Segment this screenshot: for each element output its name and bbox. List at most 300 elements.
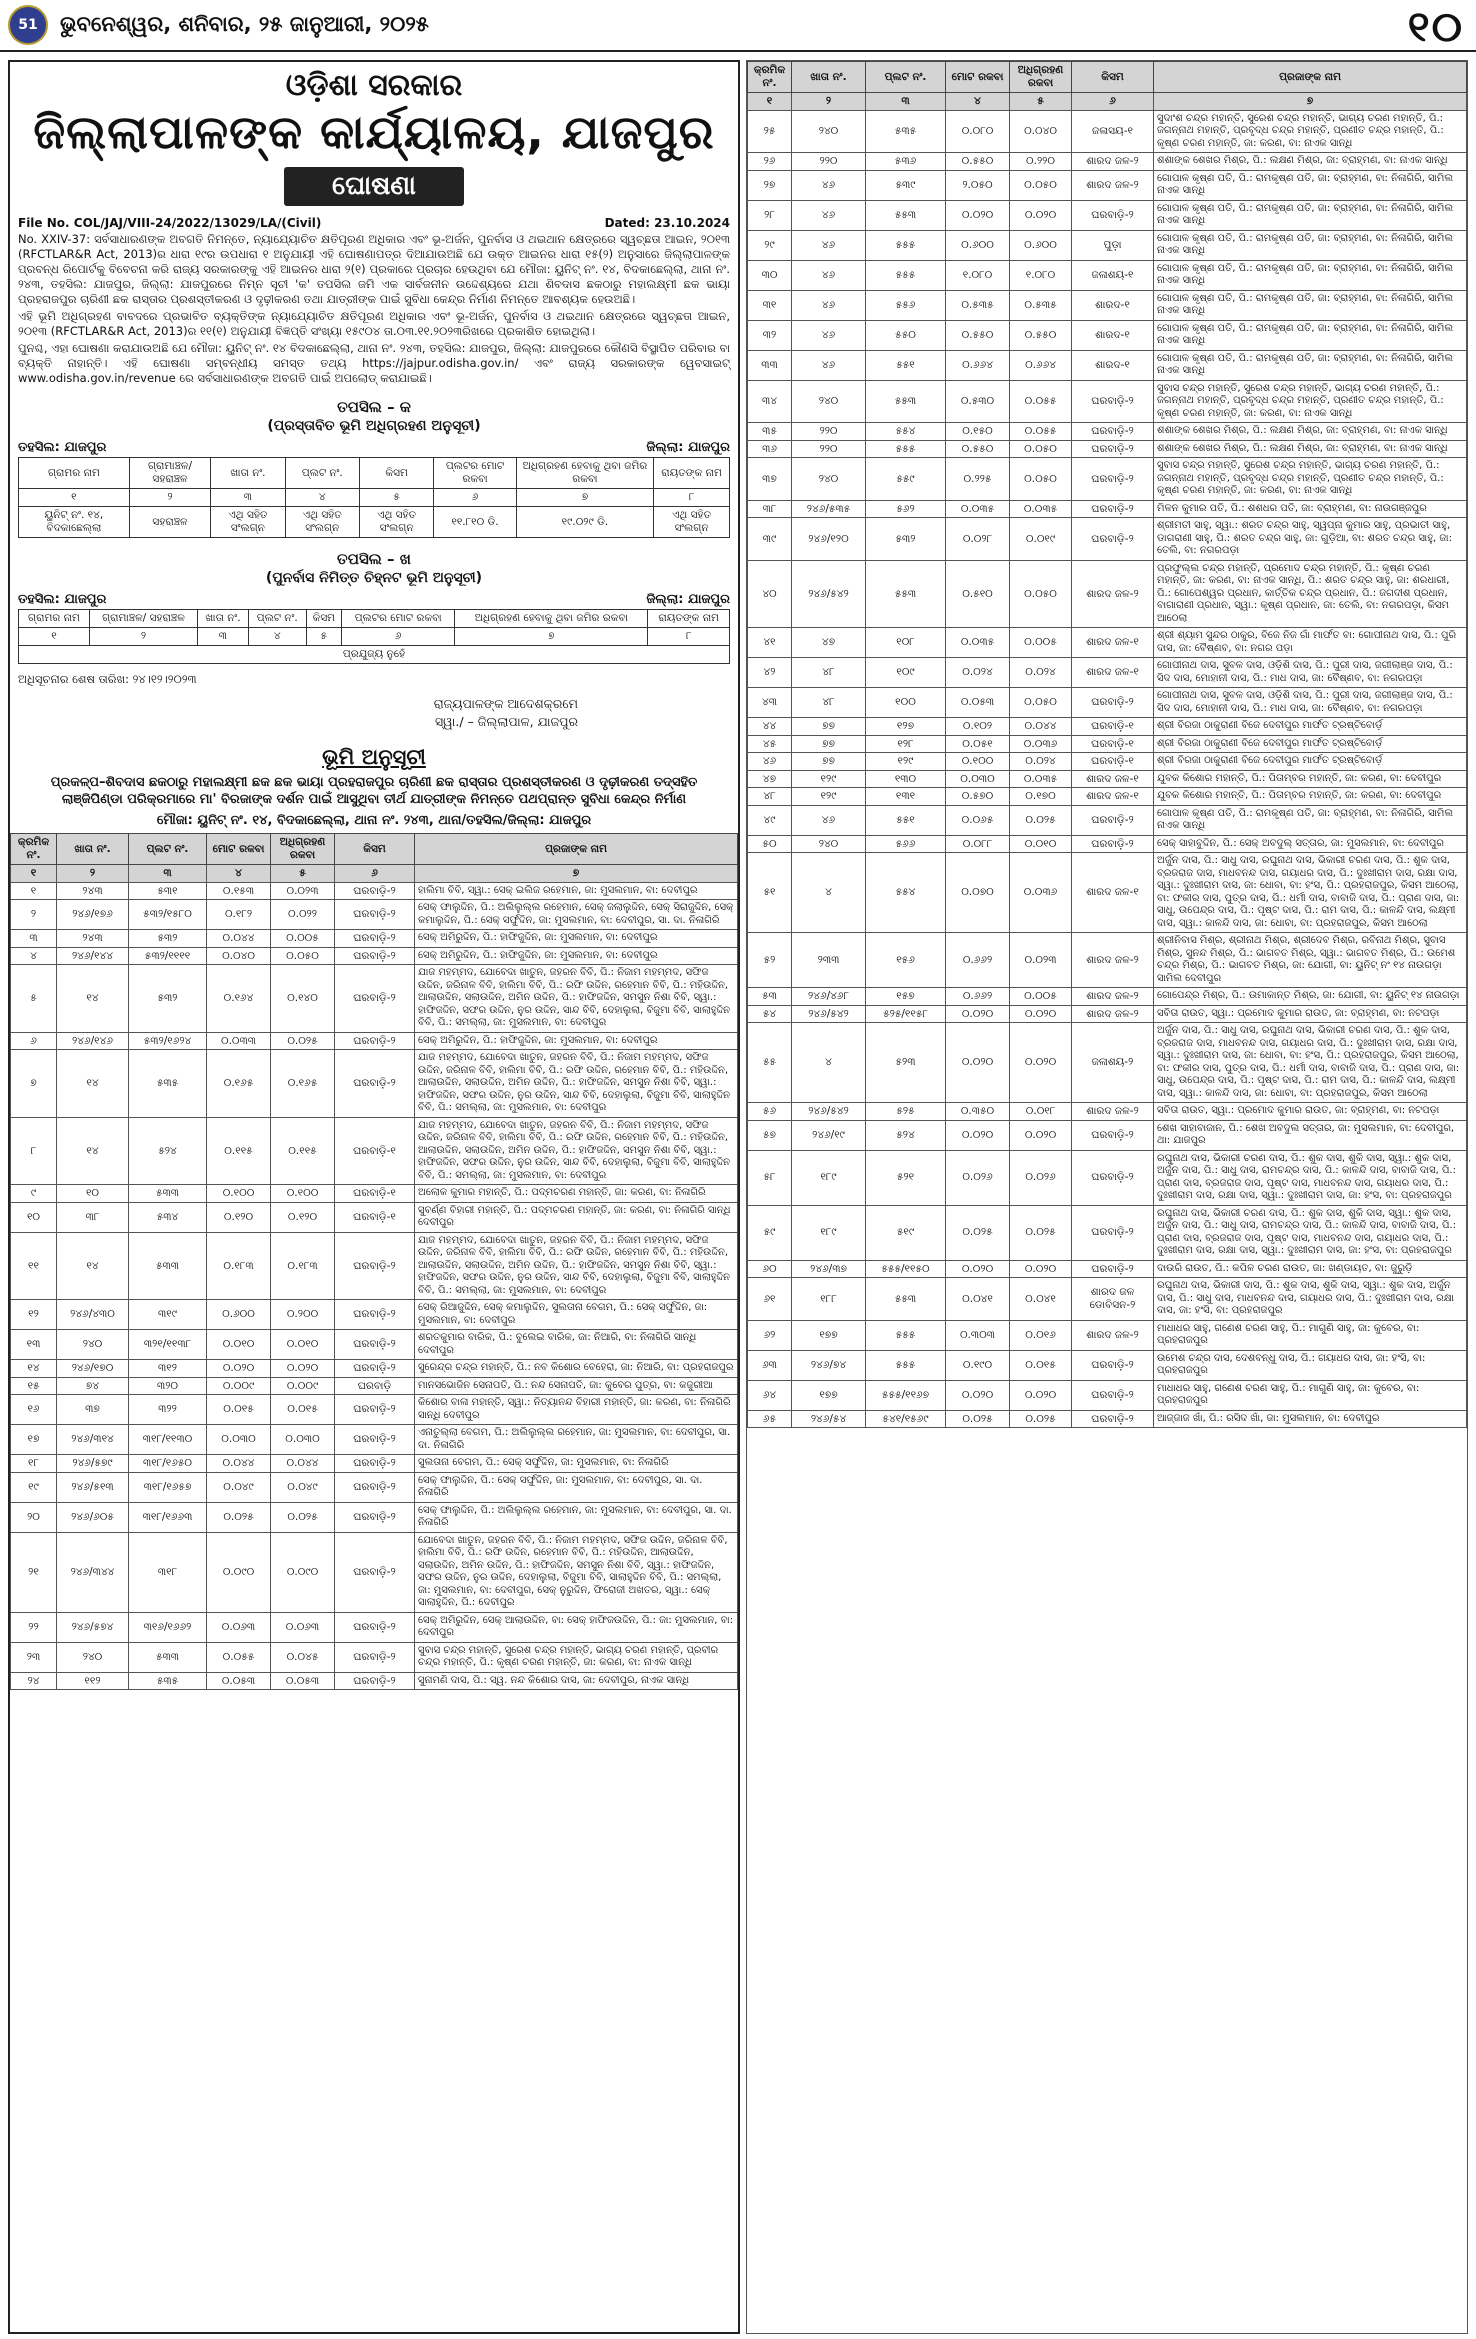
table-row [748,423,1467,441]
table-cell: ଘରବାଡ଼ି-୨ [335,1502,415,1532]
owner-name-cell: ସୁବାସ ଚନ୍ଦ୍ର ମହାନ୍ତି, ସୁରେଶ ଚନ୍ଦ୍ର ମହାନ୍ତି, ଭାଗ୍ୟ ଚରଣ ମହାନ୍ତି, ପ୍ରବୀର ଚନ୍ଦ୍ର ମହାନ୍ତି, ପି.: କୃଷ୍ଣ ଚରଣ ମହାନ୍ତି, ଜା: କରଣ, ବା: ନାଏକ ସାନ୍ଧି [415,1642,738,1672]
table-cell: ୨୪୩ [57,930,129,948]
table-cell: ୦.୬୦୦ [1010,230,1072,260]
table-row [748,718,1467,736]
owner-name-cell: ଯୁବକ କିଶୋର ମହାନ୍ତି, ପି.: ପିତାମ୍ବର ମହାନ୍ତି, ଜା: କରଣ, ବା: ଦେବୀପୁର [1154,788,1467,806]
table-cell: ୨୪୬/୫୪୨ [792,1103,866,1121]
owner-name-cell: ମାନସଭୋଜିନ ସେନାପତି, ପି.: ନନ୍ଦ ସେନାପତି, ଜା: କୁବେର ପୁତ୍ର, ବା: କଜୁରୀଆ [415,1377,738,1395]
table-row [748,110,1467,153]
column-number: ୧ [11,865,57,883]
table-cell: ୩୧ [748,290,792,320]
table-cell: ୦.୬୬୨ [946,988,1010,1006]
table-cell: ୧୮୯ [792,1150,866,1205]
table-cell: ୦.୦୨୦ [946,1023,1010,1103]
table-cell: ପୁଡ଼ା [1072,230,1154,260]
table-cell: ଶାରଦ ଜଳ-୨ [1072,988,1154,1006]
table-cell: ୦.୦୧୫ [1010,1350,1072,1380]
column-header: କିସମ [335,834,415,865]
table-cell: ୦.୦୩୬ [1010,853,1072,933]
file-meta [18,216,730,230]
table-cell: ଘରବାଡ଼ି-୨ [335,1360,415,1378]
column-number: ୮ [654,489,730,507]
owner-name-cell: ସୁଦାଂଶ ଚନ୍ଦ୍ର ମହାନ୍ତି, ସୁରେଶ ଚନ୍ଦ୍ର ମହାନ୍ତି, ଭାଗ୍ୟ ଚରଣ ମହାନ୍ତି, ପି.: ଜଗନ୍ନାଥ ମହାନ୍ତି, ପ୍ରବୃଦ୍ଧ ଚନ୍ଦ୍ର ମହାନ୍ତି, ପ୍ରଣୀତ ଚନ୍ଦ୍ର ମହାନ୍ତି, ପି.: କୃଷ୍ଣ ଚରଣ ମହାନ୍ତି, ଜା: କରଣ, ବା: ନାଏକ ସାନ୍ଧି [1154,110,1467,153]
owner-name-cell: ଶରତକୁମାର ବାରିକ, ପି.: ବୁଲେଇ ବାରିକ, ଜା: ନିଆରି, ବା: ନିଳାଗିରି ସାନ୍ଧି ଦେବୀପୁର [415,1330,738,1360]
column-header: ପ୍ଲଟ ନଂ. [129,834,207,865]
owner-name-cell: ଗୋପାଳ କୃଷ୍ଣ ପତି, ପି.: ରାମକୃଷ୍ଣ ପତି, ଜା: ବ୍ରାହ୍ମଣ, ବା: ନିଳାଗିରି, ସାମିଲ ନାଏକ ସାନ୍ଧି [1154,260,1467,290]
schedule-ka-subtitle: (ପ୍ରସ୍ତାବିତ ଭୂମି ଅଧିଗ୍ରହଣ ଅନୁସୂଚୀ) [267,418,481,434]
table-cell: ଘରବାଡ଼ି-୨ [335,1232,415,1300]
table-cell: ଘରବାଡ଼ି-୨ [1072,1410,1154,1428]
jilla-label: ଜିଲ୍ଲା: ଯାଜପୁର [646,440,730,455]
table-cell: ୫୫୩ [866,200,946,230]
table-cell: ୦.୦୪୫ [271,1642,335,1672]
dateline: ଭୁବନେଶ୍ୱର, ଶନିବାର, ୨୫ ଜାନୁଆରୀ, ୨୦୨୫ [60,12,429,36]
owner-name-cell: ଯାଜ ମହମ୍ମଦ, ଯୋବେଦା ଖାତୁନ, ଜହରନ ବିବି, ପି.: ନିଜାମ ମହମ୍ମଦ, ସଫିଜ ଉଦ୍ଦିନ, ଜରିନାଳ ବିବି, ହାଲିମା ବିବି, ପି.: ରଫି ଉଦ୍ଦିନ, ରହେମାନ ବିବି, ପି.: ମହିଉଦ୍ଦିନ, ଆଲାଉଦ୍ଦିନ, ସଲାଉଦ୍ଦିନ, ଅମିନ ଉଦ୍ଦିନ, ପି.: ହାଫିଜଦ୍ଦିନ, ସମସୁନ ନିଶା ବିବି, ସ୍ୱା.: ହାଫିଜଦ୍ଦିନ, ସଫର ଉଦ୍ଦିନ, ନୁର ଉଦ୍ଦିନ, ସାନ୍ଦ ବିବି, ଦେହାଲୁଲା, ବିଜୁମା ବିବି, ସାଲାହୁଦ୍ଦିନ ବିବି, ପି.: ସମଲ୍ଲା, ଜା: ମୁସଲମାନ, ବା: ଦେବୀପୁର [415,1232,738,1300]
column-header: ଅଧିଗ୍ରହଣ ହେବାକୁ ଥିବା ଜମିର ରକବା [455,610,648,628]
table-row [748,770,1467,788]
table-cell: ୧୩୦ [866,770,946,788]
table-cell: ୫୬୨ [866,500,946,518]
owner-name-cell: ସେକ୍ ଫାଲୁଦ୍ଦିନ, ପି.: ଅଲିଲୁଲ୍ଲ ରହେମାନ, ଜା: ମୁସଲମାନ, ବା: ଦେବୀପୁର, ସା. ଦା. ନିଳାଗିରି [415,1502,738,1532]
table-cell: ୪ [11,947,57,965]
table-cell: ୧୯.୦୨୯ ଡି. [516,507,653,538]
table-row [748,320,1467,350]
table-cell: ଏଥି ସହିତ ସଂଲଗ୍ନ [285,507,359,538]
table-cell: ୦.୧୮୩ [271,1232,335,1300]
table-cell: ୧୨୯ [866,753,946,771]
left-column [8,60,740,2334]
table-cell: ୦.୫୩୫ [946,290,1010,320]
table-cell: ୫୫୫ [866,440,946,458]
owner-name-cell: ଯୁବକ କିଶୋର ମହାନ୍ତି, ପି.: ପିତାମ୍ବର ମହାନ୍ତି, ଜା: କରଣ, ବା: ଦେବୀପୁର [1154,770,1467,788]
table-cell: ୨୪୬/୧୪୪ [57,947,129,965]
table-cell: ୦.୦୨୪ [1010,658,1072,688]
owner-name-cell: ଯୋବେଦା ଖାତୁନ, ଜହରନ ବିବି, ପି.: ନିଜାମ ମହମ୍ମଦ, ସଫିଜ ଉଦ୍ଦିନ, ଜରିନାଳ ବିବି, ହାଲିମା ବିବି, ପି.: ରଫି ଉଦ୍ଦିନ, ରହେମାନ ବିବି, ପି.: ମହିଉଦ୍ଦିନ, ଆଲାଉଦ୍ଦିନ, ସଲାଉଦ୍ଦିନ, ଅମିନ ଉଦ୍ଦିନ, ପି.: ହାଫିଜଦ୍ଦିନ, ସମସୁନ ନିଶା ବିବି, ସ୍ୱା.: ହାଫିଜଦ୍ଦିନ, ସଫର ଉଦ୍ଦିନ, ନୁର ଉଦ୍ଦିନ, ଦେହାଲୁଲା, ବିଜୁମା ବିବି, ସାଲାହୁଦ୍ଦିନ ବିବି, ପି.: ସମଲ୍ଲା, ଜା: ମୁସଲମାନ, ବା: ଦେବୀପୁର, ସେକ୍ ନୁରୁଦ୍ଦିନ, ଫିରୋଜୀ ଅଖତର, ସ୍ୱା.: ସେକ୍ ସାଲାହୁଦ୍ଦିନ, ପି.: ଦେବୀପୁର [415,1532,738,1612]
table-cell: ୪ [792,853,866,933]
table-cell: ୦.୦୫୫ [1010,423,1072,441]
table-cell: ୧.୦୮୦ [946,260,1010,290]
table-cell: ୪୭ [748,770,792,788]
table-cell: ୪୬ [792,350,866,380]
table-cell: ୦.୦୪୪ [207,930,271,948]
table-cell: ୫୫୫/୧୧୬୭ [866,1380,946,1410]
table-cell: ୨୪୬/୧୭୬ [57,900,129,930]
table-cell: ୦.୦୦୫ [1010,988,1072,1006]
owner-name-cell: ସୁବାସ ଚନ୍ଦ୍ର ମହାନ୍ତି, ସୁରେଶ ଚନ୍ଦ୍ର ମହାନ୍ତି, ଭାଗ୍ୟ ଚରଣ ମହାନ୍ତି, ପି.: ଜଗନ୍ନାଥ ମହାନ୍ତି, ପ୍ରବୃଦ୍ଧ ଚନ୍ଦ୍ର ମହାନ୍ତି, ପ୍ରଣୀତ ଚନ୍ଦ୍ର ମହାନ୍ତି, ପି.: କୃଷ୍ଣ ଚରଣ ମହାନ୍ତି, ଜା: କରଣ, ବା: ନାଏକ ସାନ୍ଧି [1154,458,1467,501]
owner-name-cell: ଶ୍ରୀ ବିରଜା ଠାକୁରାଣୀ ବିଜେ ଦେବୀପୁର ମାର୍ଫତ ଟ୍ରଷ୍ଟିବୋର୍ଡ଼ [1154,753,1467,771]
table-cell: ୦.୬୦୦ [207,1300,271,1330]
table-cell: ଘରବାଡ଼ି-୨ [1072,1260,1154,1278]
table-cell: ଘରବାଡ଼ି-୨ [335,1612,415,1642]
owner-name-cell: ଗୋପାଳ କୃଷ୍ଣ ପତି, ପି.: ରାମକୃଷ୍ଣ ପତି, ଜା: ବ୍ରାହ୍ମଣ, ବା: ନିଳାଗିରି, ସାମିଲ ନାଏକ ସାନ୍ଧି [1154,805,1467,835]
column-number: ୭ [1154,93,1467,111]
table-cell: ୩୧୮/୧୧୩୦ [129,1425,207,1455]
table-cell: ୧୪ [57,1232,129,1300]
table-cell: ଘରବାଡ଼ି-୨ [1072,518,1154,561]
table-cell: ୧୦୦ [866,688,946,718]
table-cell: ଘରବାଡ଼ି-୨ [1072,500,1154,518]
table-cell: ୦.୧୫୦ [946,423,1010,441]
table-row [748,1103,1467,1121]
table-row [748,1150,1467,1205]
table-cell: ୦.୦୪୪ [1010,718,1072,736]
owner-name-cell: ପ୍ରଫୁଲ୍ଲ ଚନ୍ଦ୍ର ମହାନ୍ତି, ପ୍ରମୋଦ ଚନ୍ଦ୍ର ମହାନ୍ତି, ପି.: କୃଷ୍ଣ ଚରଣ ମହାନ୍ତି, ଜା: କରଣ, ବା: ନାଏକ ସାନ୍ଧି, ପି.: ଶରତ ଚନ୍ଦ୍ର ସାହୁ, ଜା: ଶରଧାରୀ, ପି.: ଗୋପେଶ୍ୱର ପ୍ରଧାନ, କାର୍ତ୍ତିକ ଚନ୍ଦ୍ର ପ୍ରଧାନ, ପି.: ଜଗଦୀଶ ପ୍ରଧାନ, ବାଗାରାଣୀ ପ୍ରଧାନ, ସ୍ୱା.: କୃଷ୍ଣ ପ୍ରଧାନ, ଜା: ତେଲି, ବା: ନଗରପଡ଼ା, କିସମ ଆଠେଲା [1154,560,1467,628]
table-cell: ୨୧ [11,1532,57,1612]
table-cell: ୦.୦୨୦ [1010,1380,1072,1410]
table-row [11,1502,738,1532]
table-cell: ଘରବାଡ଼ି-୨ [1072,805,1154,835]
table-cell: ୫୭ [748,1120,792,1150]
table-cell: ୧ [11,882,57,900]
table-cell: ୪୪ [748,718,792,736]
table-cell: ୫୮ [748,1150,792,1205]
table-cell: ୦.୬୬୪ [1010,350,1072,380]
table-cell: ୦.୦୪୦ [1010,110,1072,153]
table-cell: ୨୪୦ [57,1642,129,1672]
owner-name-cell: ସେକ୍ ଫାଲୁଦ୍ଦିନ, ପି.: ସେକ୍ ସର୍ଫୁଦ୍ଦିନ, ଜା: ମୁସଲମାନ, ବା: ଦେବୀପୁର, ସା. ଦା. ନିଳାଗିରି [415,1472,738,1502]
table-cell: ଘରବାଡ଼ି [335,1377,415,1395]
table-cell: ୦.୦୦୫ [271,930,335,948]
table-cell: ୨୪୬/୩୭ [792,1260,866,1278]
owner-name-cell: ଯାଜ ମହମ୍ମଦ, ଯୋବେଦା ଖାତୁନ, ଜହରନ ବିବି, ପି.: ନିଜାମ ମହମ୍ମଦ, ସଫିଜ ଉଦ୍ଦିନ, ଜରିନାଳ ବିବି, ହାଲିମା ବିବି, ପି.: ରଫି ଉଦ୍ଦିନ, ରହେମାନ ବିବି, ପି.: ମହିଉଦ୍ଦିନ, ଆଲାଉଦ୍ଦିନ, ସଲାଉଦ୍ଦିନ, ଅମିନ ଉଦ୍ଦିନ, ପି.: ହାଫିଜଦ୍ଦିନ, ସମସୁନ ନିଶା ବିବି, ସ୍ୱା.: ହାଫିଜଦ୍ଦିନ, ସଫର ଉଦ୍ଦିନ, ନୁର ଉଦ୍ଦିନ, ସାନ୍ଦ ବିବି, ଦେହାଲୁଲା, ବିଜୁମା ବିବି, ସାଲାହୁଦ୍ଦିନ ବିବି, ପି.: ସମଲ୍ଲା, ଜା: ମୁସଲମାନ, ବା: ଦେବୀପୁର [415,1117,738,1185]
table-row [11,1425,738,1455]
table-cell: ୫୩୩ [129,1232,207,1300]
table-cell: ୨୪୩ [57,882,129,900]
table-cell: ୧୧୨ [57,1672,129,1690]
table-cell: ୦.୦୨୦ [946,1120,1010,1150]
table-cell: ୦.୦୨୦ [1010,1260,1072,1278]
table-cell: ୨୪୬/୫୩୫ [792,500,866,518]
owner-name-cell: ସେକ୍ ଫାଲୁଦ୍ଦିନ, ପି.: ଅଲିଲୁଲ୍ଲ ରହେମାନ, ସେକ୍ ଜଲାଲୁଦ୍ଦିନ, ସେକ୍ ସିରାଜୁଦ୍ଦିନ, ସେକ୍ କମାଲୁଦ୍ଦିନ, ପି.: ସେକ୍ ସର୍ଫୁଦ୍ଦିନ, ଜା: ମୁସଲମାନ, ବା: ଦେବୀପୁର, ସା. ଦା. ନିଳାଗିରି [415,900,738,930]
right-column [746,60,1468,2334]
table-cell: ୨୪୬/୧୭୦ [57,1360,129,1378]
newspaper-logo-icon: 51 [8,5,48,45]
column-header: ରାୟତଙ୍କ ନାମ [654,458,730,489]
table-cell: ୧୦ [11,1202,57,1232]
table-row [748,658,1467,688]
table-row [748,788,1467,806]
table-cell: ୦.୦୨୩ [1010,933,1072,988]
table-cell: ୫୨୧ [866,1150,946,1205]
table-cell: ଶାରଦ ଜଳ ଡୋବିସନ-୨ [1072,1278,1154,1321]
table-cell: ୦.୦୨୫ [271,1032,335,1050]
owner-name-cell: ରଘୁନାଥ ଦାସ, ଭିକାରୀ ଚରଣ ଦାସ, ପି.: ଶୁକ ଦାସ, ଶୁକି ଦାସ, ସ୍ୱା.: ଶୁକ ଦାସ, ଅର୍ଜୁନ ଦାସ, ପି.: ସାଧୁ ଦାସ, ରାମଚନ୍ଦ୍ର ଦାସ, ପି.: କାଳନ୍ଦି ଦାସ, ବାବାଜି ଦାସ, ପି.: ପ୍ରାଣ ଦାସ, ବ୍ରଜରାଜ ଦାସ, ପୃଷ୍ଟ ଦାସ, ମାଧବନନ୍ଦ ଦାସ, ଗୟାଧର ଦାସ, ପି.: ଦୁଃଖୀରାମ ଦାସ, ରକ୍ଷା ଦାସ, ସ୍ୱା.: ଦୁଃଖୀରାମ ଦାସ, ଜା: ହଂସ, ବା: ପ୍ରହରାଜପୁର [1154,1150,1467,1205]
table-cell: ୦.୦୧୯ [1010,518,1072,561]
table-cell: ସହରାଞ୍ଚଳ [129,507,211,538]
table-row [748,458,1467,501]
table-cell: ୬୦ [748,1260,792,1278]
table-cell: ୦.୧୭୦ [1010,788,1072,806]
owner-name-cell: ସୁରେନ୍ଦ୍ର ଚନ୍ଦ୍ର ମହାନ୍ତି, ପି.: ନବ କିଶୋର ବେହେରା, ଜା: ନିଆରି, ବା: ପ୍ରହରାଜପୁର [415,1360,738,1378]
table-cell: ୦.୦୫୧ [946,735,1010,753]
table-row [11,965,738,1033]
table-cell: ଶାରଦ ଜଳ-୧ [1072,788,1154,806]
jilla-label: ଜିଲ୍ଲା: ଯାଜପୁର [646,592,730,607]
notice-paragraph-2: ଏହି ଭୂମି ଅଧିଗ୍ରହଣ ବାବଦରେ ପ୍ରଭାବିତ ବ୍ୟକ୍ତିଙ୍କ ନ୍ୟାଯ୍ୟୋଚିତ କ୍ଷତିପୂରଣ ଅଧିକାର ଏବଂ ଭୂ-ଅର୍ଜନ, ପୁନର୍ବାସ ଓ ଥଇଥାନ କ୍ଷେତ୍ରରେ ସ୍ୱଚ୍ଛତା ଆଇନ, ୨୦୧୩ (RFCTLAR&R Act, 2013)ର ୧୧(୧) ଅନୁଯାୟୀ ବିଜ୍ଞପ୍ତି ସଂଖ୍ୟା ୧୫୯୦୪ ତା.୦୩.୧୧.୨୦୨୩ରିଖରେ ପ୍ରକାଶିତ ହୋଇଥିଲା। [18,309,730,338]
table-cell: ୦.୦୦୫ [1010,628,1072,658]
table-cell: ୧.୦୮୦ [1010,260,1072,290]
table-cell: ୧୮୯ [792,1205,866,1260]
table-cell: ୦.୧୬୫ [271,1050,335,1118]
table-cell: ୫୩୨/୧୬୨୪ [129,1032,207,1050]
table-cell: ୦.୬୬୨ [946,933,1010,988]
table-cell: ୫ [11,965,57,1033]
table-cell: ୧୨ [11,1300,57,1330]
table-cell: ୨୪୦ [792,110,866,153]
table-row [748,735,1467,753]
column-number: ୧ [19,628,90,646]
table-cell: ଶାରଦ ଜଳ-୧ [1072,658,1154,688]
table-cell: ୩୫ [748,423,792,441]
table-cell: ୦.୫୫୦ [946,153,1010,171]
table-row [11,882,738,900]
table-cell: ୧୧.୮୧୦ ଡି. [434,507,516,538]
table-cell: ଘରବାଡ଼ି-୨ [1072,1205,1154,1260]
table-row [748,1350,1467,1380]
page-number: ୧୦ [1407,2,1464,51]
table-cell: ଘରବାଡ଼ି-୨ [335,1425,415,1455]
table-cell: ୧୨୮ [866,735,946,753]
table-cell: ୦.୫୫୦ [946,440,1010,458]
owner-name-cell: ଆଜ୍ଜାଜ ଖାଁ, ପି.: ରସିଦ ଖାଁ, ଜା: ମୁସଲମାନ, ବା: ଦେବୀପୁର [1154,1410,1467,1428]
table-cell: ୩୮ [57,1202,129,1232]
table-cell: ୦.୦୨୮ [946,518,1010,561]
table-cell: ୨୯ [748,230,792,260]
table-cell: ୩୨୨ [129,1395,207,1425]
table-cell: ୦.୦୩୬ [1010,735,1072,753]
table-cell: ୪୮ [792,658,866,688]
table-cell: ୦.୦୫୫ [207,1642,271,1672]
column-header: କ୍ରମିକ ନଂ. [748,62,792,93]
table-cell: ୩୧୯ [129,1300,207,1330]
column-header: ଖାତା ନଂ. [198,610,249,628]
table-cell: ୦.୫୧୦ [946,560,1010,628]
table-cell: ୦.୦୨୦ [946,1260,1010,1278]
table-cell: ଶାରଦ-୧ [1072,290,1154,320]
table-cell: ଜଳାସୟ-୧ [1072,110,1154,153]
table-cell: ୦.୦୨୦ [1010,1023,1072,1103]
table-cell: ଘରବାଡ଼ି-୨ [1072,200,1154,230]
column-header: ମୋଟ ରକବା [207,834,271,865]
table-cell: ୦.୦୩୫ [1010,500,1072,518]
column-number: ୬ [335,865,415,883]
table-cell: ୪୨ [748,658,792,688]
table-cell: ୦.୦୨୪ [1010,753,1072,771]
table-cell: ଘରବାଡ଼ି-୨ [335,1672,415,1690]
table-row [11,1642,738,1672]
table-cell: ୨୪୬/୫୧୩ [57,1472,129,1502]
table-cell: ୧୨୭ [866,718,946,736]
table-cell: ୦.୦୯୦ [271,1532,335,1612]
table-cell: ଘରବାଡ଼ି-୨ [1072,440,1154,458]
file-date: Dated: 23.10.2024 [604,216,730,230]
table-row [11,1612,738,1642]
table-cell: ୦.୦୨୪ [946,658,1010,688]
file-number: File No. COL/JAJ/VIII-24/2022/13029/LA/(Civil) [18,216,322,230]
table-cell: ୧୨୯ [792,770,866,788]
table-cell: ୯ [11,1185,57,1203]
table-cell: ଘରବାଡ଼ି-୧ [335,1117,415,1185]
column-header: ପ୍ଲଟର ମୋଟ ରକବା [342,610,455,628]
table-cell: ୨୨୦ [792,423,866,441]
table-cell: ୫୫୫ [866,1350,946,1380]
owner-name-cell: ରଘୁନାଥ ଦାସ, ଭିକାରୀ ଦାସ, ପି.: ଶୁକ ଦାସ, ଶୁକି ଦାସ, ସ୍ୱା.: ଶୁକ ଦାସ, ଅର୍ଜୁନ ଦାସ, ପି.: ସାଧୁ ଦାସ, ମାଧବନନ୍ଦ ଦାସ, ଗୟାଧର ଦାସ, ପି.: ଦୁଃଖୀରାମ ଦାସ, ରକ୍ଷା ଦାସ, ଜା: ହଂସି, ବା: ପ୍ରହରାଜପୁର [1154,1278,1467,1321]
table-cell: ୫୩୪ [129,1202,207,1232]
owner-name-cell: ଗୋପୀନାଥ ଦାସ, ସୁବଳ ଦାସ, ଓଡ଼ିଶି ଦାସ, ପି.: ପୁରୀ ଦାସ, ଜଗୀଲାଞ୍ଜ ଦାସ, ପି.: ସିଦ ଦାସ, ମୋହାନୀ ଦାସ, ପି.: ମାଧ ଦାସ, ଜା: ବୈଷ୍ଣବ, ବା: ନଗରପଡ଼ା [1154,658,1467,688]
table-cell: ୫୫୪ [866,853,946,933]
table-cell: ଘରବାଡ଼ି-୨ [335,1472,415,1502]
table-cell: ୭୪ [57,1377,129,1395]
table-cell: ୩୧୮/୧୬୬୩ [129,1502,207,1532]
table-cell: ୦.୦୨୦ [1010,200,1072,230]
table-cell: ୦.୦୬୩ [207,1612,271,1642]
table-cell: ୧୫୬ [866,933,946,988]
column-number: ୧ [19,489,130,507]
table-cell: ୫୨୪ [129,1117,207,1185]
table-cell: ୫୬ [748,1103,792,1121]
table-row [11,1360,738,1378]
table-cell: ୪୮ [792,688,866,718]
table-cell: ଘରବାଡ଼ି-୨ [335,947,415,965]
table-cell: ୧୪ [57,1117,129,1185]
schedule-kha-title: ତପସିଲ – ଖ [337,550,411,568]
table-cell: ୦.୦୧୫ [271,1395,335,1425]
table-cell: ୪୫ [748,735,792,753]
table-row [748,805,1467,835]
table-cell: ୦.୦୪୧ [946,1278,1010,1321]
table-cell: ୫୩୩ [129,1642,207,1672]
table-cell: ୦.୦୪୯ [207,1472,271,1502]
table-cell: ୧୭୭ [792,1380,866,1410]
table-cell: ୦.୦୧୬ [1010,1320,1072,1350]
table-cell: ୦.୧୦୦ [271,1185,335,1203]
column-header: ଅଧିଗ୍ରହଣ ରକବା [271,834,335,865]
table-cell: ଘରବାଡ଼ି-୨ [335,1642,415,1672]
table-cell: ୩୨୦ [129,1377,207,1395]
owner-name-cell: ଗୋପୀନାଥ ଦାସ, ସୁବଳ ଦାସ, ଓଡ଼ିଶି ଦାସ, ପି.: ପୁରୀ ଦାସ, ଜଗୀଲାଞ୍ଜ ଦାସ, ପି.: ସିଦ ଦାସ, ମୋହାନୀ ଦାସ, ପି.: ମାଧ ଦାସ, ଜା: ବୈଷ୍ଣବ, ବା: ନଗରପଡ଼ା [1154,688,1467,718]
table-cell: ୦.୦୧୦ [207,1330,271,1360]
notice-banner: ଘୋଷଣା [284,167,464,206]
notification-date: ଅଧିସୂଚନାର ଶେଷ ତାରିଖ: ୨୪।୧୨।୨୦୨୩ [18,672,197,686]
table-row [11,1050,738,1118]
table-cell: ୧୨୯ [792,788,866,806]
table-cell: ୨୪୬/୫୪୨ [792,1005,866,1023]
table-cell: ୨୨୦ [792,153,866,171]
table-cell: ଶାରଦ-୧ [1072,320,1154,350]
table-cell: ୦.୫୫୦ [946,320,1010,350]
column-number: ୬ [342,628,455,646]
owner-name-cell: ସୁବାସ ଚନ୍ଦ୍ର ମହାନ୍ତି, ସୁରେଶ ଚନ୍ଦ୍ର ମହାନ୍ତି, ଭାଗ୍ୟ ଚରଣ ମହାନ୍ତି, ପି.: ଜଗନ୍ନାଥ ମହାନ୍ତି, ପ୍ରବୃଦ୍ଧ ଚନ୍ଦ୍ର ମହାନ୍ତି, ପ୍ରଣୀତ ଚନ୍ଦ୍ର ମହାନ୍ତି, ପି.: କୃଷ୍ଣ ଚରଣ ମହାନ୍ତି, ଜା: କରଣ, ବା: ନାଏକ ସାନ୍ଧି [1154,380,1467,423]
table-cell: ୦.୦୩୫ [946,628,1010,658]
owner-name-cell: କିଶୋର ବାଳା ମହାନ୍ତି, ସ୍ୱା.: ନିତ୍ୟାନନ୍ଦ ବିହାରୀ ମହାନ୍ତି, ଜା: କରଣ, ବା: ନିଳାଗିରି ସାନ୍ଧି ଦେବୀପୁର [415,1395,738,1425]
column-number: ୫ [359,489,433,507]
table-cell: ୦.୦୫୫ [1010,380,1072,423]
table-cell: ୦.୦୫୦ [1010,560,1072,628]
table-row [748,835,1467,853]
table-cell: ୦.୦୦୯ [271,1377,335,1395]
table-cell: ୨୨ [11,1612,57,1642]
table-cell: ୦.୦୨୦ [1010,1005,1072,1023]
table-cell: ୩୩ [748,350,792,380]
table-cell: ୦.୦୨୫ [1010,805,1072,835]
table-row [11,1117,738,1185]
table-row [11,1532,738,1612]
table-cell: ୧୫୭ [866,988,946,1006]
table-cell: ୫୫୯ [866,458,946,501]
table-cell: ୪୬ [792,320,866,350]
table-cell: ୦.୦୫୦ [1010,458,1072,501]
table-cell: ୧୩ [11,1330,57,1360]
table-cell: ୭୭ [792,735,866,753]
table-row [11,1672,738,1690]
table-cell: ଶାରଦ-୧ [1072,350,1154,380]
table-cell: ୫୧୯ [866,1205,946,1260]
owner-name-cell: ଶ୍ରୀ ଶ୍ୟାମ ସୁନ୍ଦର ଠାକୁର, ବିଜେ ନିଜ ଗାଁ ମାର୍ଫତ ବା: ଗୋପୀନାଥ ଦାସ, ପି.: ପୁରି ଦାସ, ଜା: ବୈଷ୍ଣବ, ବା: ନଗର ପଡ଼ା [1154,628,1467,658]
table-cell: ୫୩୨/୧୫୮୦ [129,900,207,930]
table-cell: ୦.୦୬୫ [946,805,1010,835]
table-cell: ୫୩୫ [866,110,946,153]
column-header: ଖାତା ନଂ. [792,62,866,93]
schedule-kha-subtitle: (ପୁନର୍ବାସ ନିମିତ୍ତ ଚିହ୍ନଟ ଭୂମି ଅନୁସୂଚୀ) [265,570,483,586]
column-number: ୨ [57,865,129,883]
table-cell: ୦.୬୦୦ [946,230,1010,260]
owner-name-cell: ରଘୁନାଥ ଦାସ, ଭିକାରୀ ଚରଣ ଦାସ, ପି.: ଶୁକ ଦାସ, ଶୁକି ଦାସ, ସ୍ୱା.: ଶୁକ ଦାସ, ଅର୍ଜୁନ ଦାସ, ପି.: ସାଧୁ ଦାସ, ରାମଚନ୍ଦ୍ର ଦାସ, ପି.: କାଳନ୍ଦି ଦାସ, ବାବାଜି ଦାସ, ପି.: ପ୍ରାଣ ଦାସ, ବ୍ରଜରାଜ ଦାସ, ପୃଷ୍ଟ ଦାସ, ମାଧବନନ୍ଦ ଦାସ, ଗୟାଧର ଦାସ, ପି.: ଦୁଃଖୀରାମ ଦାସ, ରକ୍ଷା ଦାସ, ସ୍ୱା.: ଦୁଃଖୀରାମ ଦାସ, ଜା: ହଂସ, ବା: ପ୍ରହରାଜପୁର [1154,1205,1467,1260]
owner-name-cell: ଶ୍ରୀମତୀ ସାହୁ, ସ୍ୱା.: ଶରତ ଚନ୍ଦ୍ର ସାହୁ, ସ୍ୱପ୍ନା କୁମାର ସାହୁ, ପ୍ରଭାତୀ ସାହୁ, ଡାଗରାଣୀ ସାହୁ, ପି.: ଶରତ ଚନ୍ଦ୍ର ସାହୁ, ଜା: ଗୁଡ଼ିଆ, ବା: ଶରତ ଚନ୍ଦ୍ର ସାହୁ, ଜା: ତେଲି, ବା: ନଗରପଡ଼ା [1154,518,1467,561]
table-cell: ୦.୦୬୩ [271,1612,335,1642]
table-cell: ୦.୦୫୦ [1010,170,1072,200]
table-cell: ୩୧୮/୧୬୫୦ [129,1455,207,1473]
column-header: ପ୍ରଜାଙ୍କ ନାମ [415,834,738,865]
table-row [748,260,1467,290]
table-cell: ୩୧୬/୧୬୬୨ [129,1612,207,1642]
owner-name-cell: ଶଶାଙ୍କ ଶେଖର ମିଶ୍ର, ପି.: ଲକ୍ଷଣ ମିଶ୍ର, ଜା: ବ୍ରାହ୍ମଣ, ବା: ନାଏକ ସାନ୍ଧି [1154,440,1467,458]
table-cell: ୦.୦୭୦ [946,853,1010,933]
table-cell: ୮ [11,1117,57,1185]
table-cell: ୫୯ [748,1205,792,1260]
owner-name-cell: ମାଧାଧର ସାହୁ, ଗଣେଶ ଚରଣ ସାହୁ, ପି.: ମାଗୁଣି ସାହୁ, ଜା: କୁବେର, ବା: ପ୍ରହରାଜପୁର [1154,1380,1467,1410]
column-header: କ୍ରମିକ ନଂ. [11,834,57,865]
schedule-ka-table [18,457,730,538]
table-cell: ୬୨ [748,1320,792,1350]
table-cell: ୦.୦୪୪ [207,1455,271,1473]
table-row [11,1300,738,1330]
table-cell: ୦.୦୩୫ [1010,770,1072,788]
table-cell: ୦.୦୨୦ [271,1360,335,1378]
owner-name-cell: ସେକ୍ ଅମିରୁଦ୍ଦିନ, ପି.: ହାଫିଜୁଦ୍ଦିନ, ଜା: ମୁସଲମାନ, ବା: ଦେବୀପୁର [415,930,738,948]
table-row [748,688,1467,718]
owner-name-cell: ମିଳନ କୁମାର ପତି, ପି.: ଶଶଧର ପତି, ଜା: ବ୍ରାହ୍ମଣ, ବା: ନାଉଗଞ୍ଜପୁର [1154,500,1467,518]
table-cell: ୬୩ [748,1350,792,1380]
table-cell: ୦.୦୩୦ [207,1425,271,1455]
column-number: ୩ [866,93,946,111]
table-cell: ୦.୦୪୯ [271,1472,335,1502]
table-cell: ୨୪୬/୫୪୨ [792,560,866,628]
table-cell: ୪୬ [792,170,866,200]
signature-line-1: ରାଜ୍ୟପାଳଙ୍କ ଆଦେଶକ୍ରମେ [433,696,578,711]
land-table-right [747,61,1467,1428]
table-cell: ୦.୦୨୦ [207,1360,271,1378]
table-cell: ୨୪୬/୬୦୫ [57,1502,129,1532]
table-cell: ୦.୧୯୦ [946,1350,1010,1380]
table-cell: ୦.୫୩୫ [1010,290,1072,320]
table-cell: ୩୨ [748,320,792,350]
owner-name-cell: ଶ୍ରୀ ବିରଜା ଠାକୁରାଣୀ ବିଜେ ଦେବୀପୁର ମାର୍ଫତ ଟ୍ରଷ୍ଟିବୋର୍ଡ଼ [1154,718,1467,736]
table-cell: ଘରବାଡ଼ି-୨ [335,965,415,1033]
column-number: ୬ [434,489,516,507]
table-cell: ୦.୧୬୫ [207,1050,271,1118]
table-cell: ୫୫୫/୧୧୫୦ [866,1260,946,1278]
table-cell: ୫୫୩ [866,1278,946,1321]
